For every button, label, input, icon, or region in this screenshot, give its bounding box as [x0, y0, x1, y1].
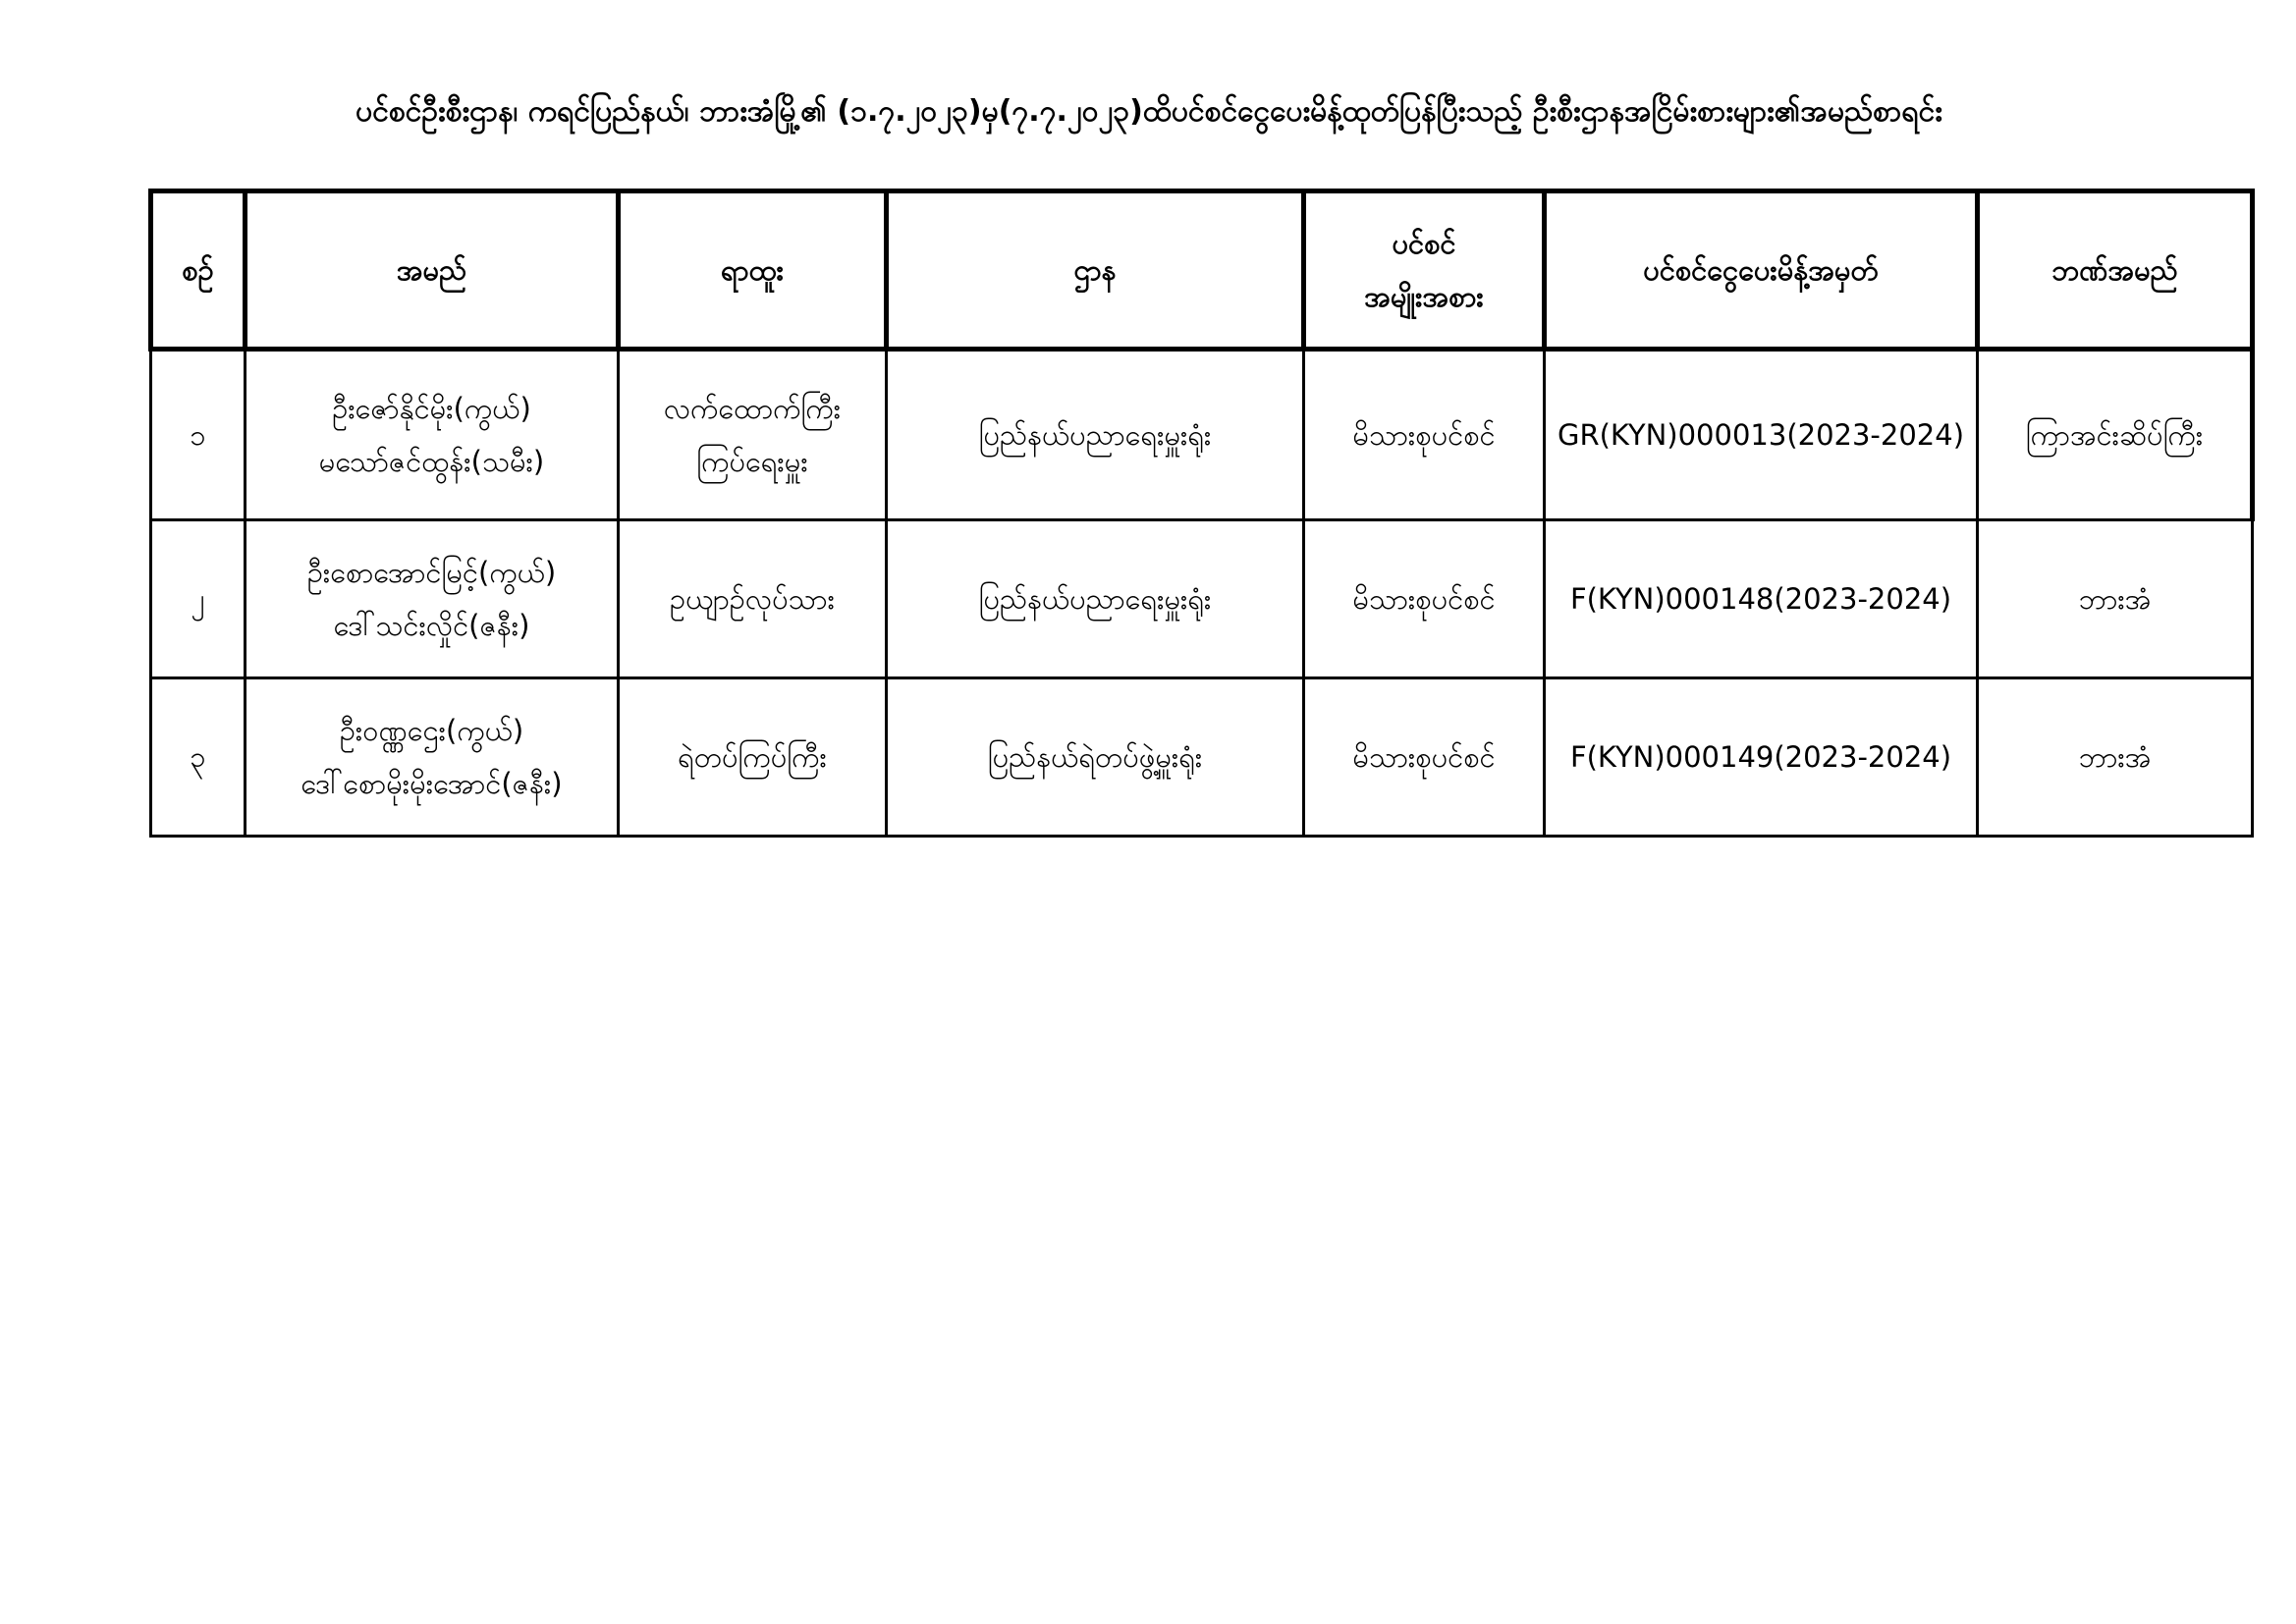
header-name: အမည်	[246, 191, 619, 350]
cell-treasury: ဘားအံ	[1978, 520, 2253, 678]
header-pension-type-line1: ပင်စင်	[1392, 227, 1456, 260]
cell-no: ၁	[151, 350, 246, 520]
table-row	[151, 678, 2253, 837]
table-row	[151, 520, 2253, 678]
cell-name-line2: ဒေါ်စောမိုးမိုးအောင်(ဇနီး)	[301, 767, 563, 800]
cell-name-line1: ဦးဝဏ္ဏဌေး(ကွယ်)	[339, 714, 524, 747]
header-no: စဉ်	[151, 191, 246, 350]
cell-treasury: ဘားအံ	[1978, 678, 2253, 837]
cell-rank-line1: လက်ထောက်ကြီး	[663, 392, 842, 425]
cell-treasury: ကြာအင်းဆိပ်ကြီး	[1978, 350, 2253, 520]
header-rank: ရာထူး	[619, 191, 887, 350]
cell-rank	[619, 520, 887, 678]
header-pension-type-line2: အမျိုးအစား	[1364, 280, 1484, 313]
cell-name-line2: ဒေါ်သင်းလှိုင်(ဇနီး)	[333, 609, 530, 642]
cell-rank-line2: ကြပ်ရေးမှူး	[696, 445, 808, 478]
cell-department: ပြည်နယ်ရဲတပ်ဖွဲ့မှူးရုံး	[887, 678, 1304, 837]
cell-department: ပြည်နယ်ပညာရေးမှူးရုံး	[887, 350, 1304, 520]
cell-no: ၂	[151, 520, 246, 678]
cell-pension-type: မိသားစုပင်စင်	[1304, 350, 1545, 520]
header-order-no: ပင်စင်ငွေပေးမိန့်အမှတ်	[1545, 191, 1978, 350]
cell-no: ၃	[151, 678, 246, 837]
cell-pension-type: မိသားစုပင်စင်	[1304, 520, 1545, 678]
cell-pension-type: မိသားစုပင်စင်	[1304, 678, 1545, 837]
header-department: ဌာန	[887, 191, 1304, 350]
cell-rank-line1: ရဲတပ်ကြပ်ကြီး	[678, 740, 827, 774]
cell-order-no: F(KYN)000148(2023-2024)	[1545, 520, 1978, 678]
cell-rank	[619, 350, 887, 520]
cell-department: ပြည်နယ်ပညာရေးမှူးရုံး	[887, 520, 1304, 678]
pension-list-table	[148, 189, 2255, 838]
cell-rank-line1: ဥယျာဉ်လုပ်သား	[670, 582, 835, 616]
cell-name	[246, 520, 619, 678]
cell-name-line1: ဦးစောအောင်မြင့်(ကွယ်)	[306, 556, 557, 589]
cell-name	[246, 350, 619, 520]
cell-rank	[619, 678, 887, 837]
cell-order-no: GR(KYN)000013(2023-2024)	[1545, 350, 1978, 520]
table-header-row	[151, 191, 2253, 350]
header-treasury: ဘဏ်အမည်	[1978, 191, 2253, 350]
cell-name-line1: ဦးဇော်နိုင်မိုး(ကွယ်)	[332, 392, 531, 425]
cell-name	[246, 678, 619, 837]
cell-order-no: F(KYN)000149(2023-2024)	[1545, 678, 1978, 837]
header-pension-type	[1304, 191, 1545, 350]
page-title: ပင်စင်ဦးစီးဌာန၊ ကရင်ပြည်နယ်၊ ဘားအံမြို့၏ (၁.၇.၂၀၂၃)မှ(၇.၇.၂၀၂၃)ထိပင်စင်ငွေပေးမိန့်ထုတ်ပြန်ပြီးသည့် ဦးစီးဌာနအငြိမ်းစားများ၏အမည်စာရင်း	[355, 94, 1942, 129]
cell-name-line2: မသော်ဇင်ထွန်း(သမီး)	[318, 445, 545, 478]
table-row	[151, 350, 2253, 520]
